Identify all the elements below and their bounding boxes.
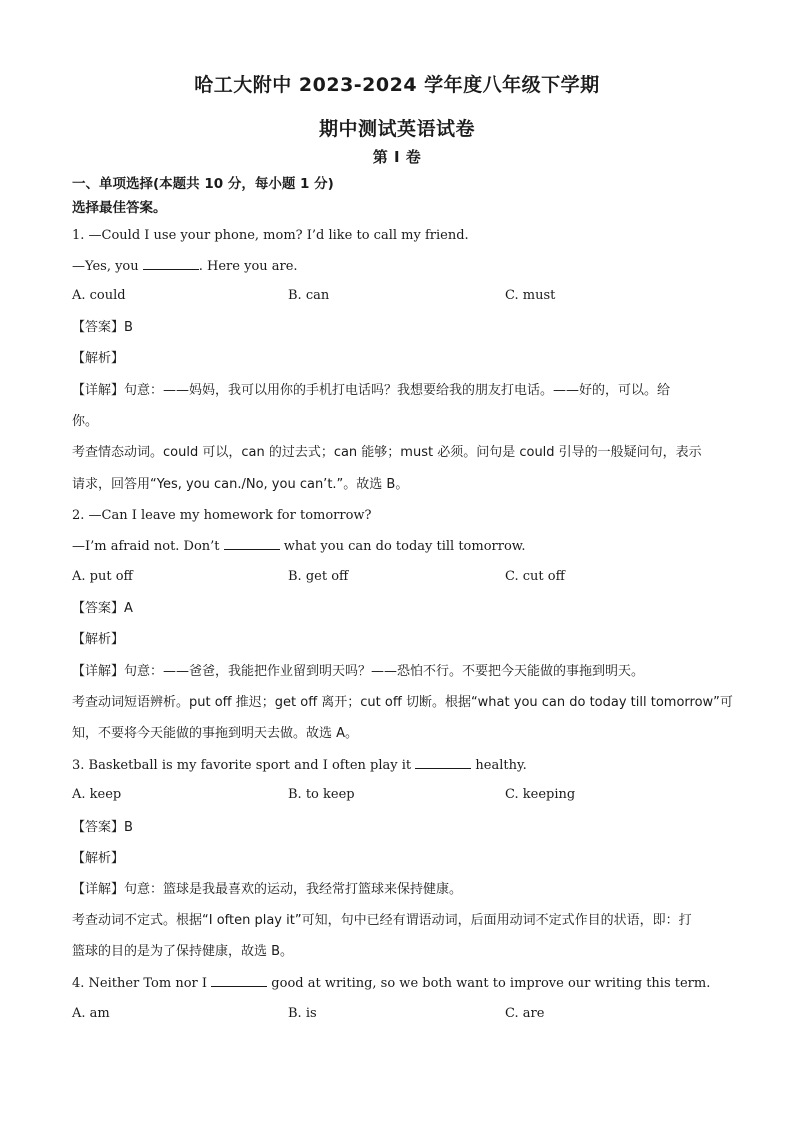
q3-stem-post: healthy. — [471, 758, 527, 773]
q3-detail-3: 篮球的目的是为了保持健康，故选 B。 — [72, 944, 294, 959]
q4-stem-post: good at writing, so we both want to improve our writing this term. — [267, 976, 711, 991]
q3-answer: 【答案】B — [72, 820, 133, 835]
q4-option-c: C. are — [505, 1006, 545, 1021]
q1-answer: 【答案】B — [72, 320, 133, 335]
exam-title: 哈工大附中 2023-2024 学年度八年级下学期 — [194, 74, 600, 96]
q1-blank — [143, 257, 199, 270]
q2-option-c: C. cut off — [505, 569, 565, 584]
section-instruction: 选择最佳答案。 — [72, 200, 167, 216]
q4-stem — [72, 974, 722, 994]
q2-detail-1: 【详解】句意：——爸爸，我能把作业留到明天吗？——恐怕不行。不要把今天能做的事拖到明天。 — [72, 664, 645, 679]
q3-detail-1: 【详解】句意：篮球是我最喜欢的运动，我经常打篮球来保持健康。 — [72, 882, 463, 897]
q3-option-a: A. keep — [72, 787, 122, 802]
q1-analysis-label: 【解析】 — [72, 351, 125, 366]
q3-blank — [415, 756, 471, 769]
q2-response-post: what you can do today till tomorrow. — [279, 539, 526, 554]
volume-label: 第 I 卷 — [372, 148, 422, 166]
q1-response-pre: —Yes, you — [72, 259, 143, 274]
q4-blank — [211, 974, 267, 987]
q3-stem-pre: 3. Basketball is my favorite sport and I often play it — [72, 758, 416, 773]
exam-subtitle: 期中测试英语试卷 — [318, 118, 475, 140]
q1-detail-1: 【详解】句意：——妈妈，我可以用你的手机打电话吗？我想要给我的朋友打电话。——好的，可以。给 — [72, 383, 671, 398]
q2-answer: 【答案】A — [72, 601, 133, 616]
section-heading: 一、单项选择(本题共 10 分，每小题 1 分) — [72, 176, 334, 192]
q3-detail-2: 考查动词不定式。根据“I often play it”可知，句中已经有谓语动词，后面用动词不定式作目的状语，即：打 — [72, 913, 692, 928]
q2-stem: 2. —Can I leave my homework for tomorrow? — [72, 508, 372, 523]
q2-analysis-label: 【解析】 — [72, 632, 125, 647]
q1-detail-2: 你。 — [72, 414, 99, 429]
q3-stem — [72, 756, 722, 776]
q3-analysis-label: 【解析】 — [72, 851, 125, 866]
q3-option-b: B. to keep — [288, 787, 355, 802]
q1-option-b: B. can — [288, 288, 330, 303]
q1-option-a: A. could — [72, 288, 126, 303]
q1-option-c: C. must — [505, 288, 556, 303]
q2-detail-3: 知，不要将今天能做的事拖到明天去做。故选 A。 — [72, 726, 359, 741]
q2-option-b: B. get off — [288, 569, 349, 584]
q2-detail-2: 考查动词短语辨析。put off 推迟；get off 离开；cut off 切断。根据“what you can do today till tomorrow”可 — [72, 695, 733, 710]
q1-detail-4: 请求，回答用“Yes, you can./No, you can’t.”。故选 B。 — [72, 477, 409, 492]
q3-option-c: C. keeping — [505, 787, 576, 802]
q4-option-b: B. is — [288, 1006, 317, 1021]
q1-response-post: . Here you are. — [198, 259, 298, 274]
q4-stem-pre: 4. Neither Tom nor I — [72, 976, 212, 991]
q1-detail-3: 考查情态动词。could 可以，can 的过去式；can 能够；must 必须。问句是 could 引导的一般疑问句，表示 — [72, 445, 702, 460]
q2-response — [72, 537, 722, 557]
q2-response-pre: —I’m afraid not. Don’t — [72, 539, 224, 554]
q1-response — [72, 257, 722, 277]
q2-blank — [224, 537, 280, 550]
q2-option-a: A. put off — [72, 569, 133, 584]
q1-stem: 1. —Could I use your phone, mom? I’d like to call my friend. — [72, 228, 469, 243]
q4-option-a: A. am — [72, 1006, 110, 1021]
